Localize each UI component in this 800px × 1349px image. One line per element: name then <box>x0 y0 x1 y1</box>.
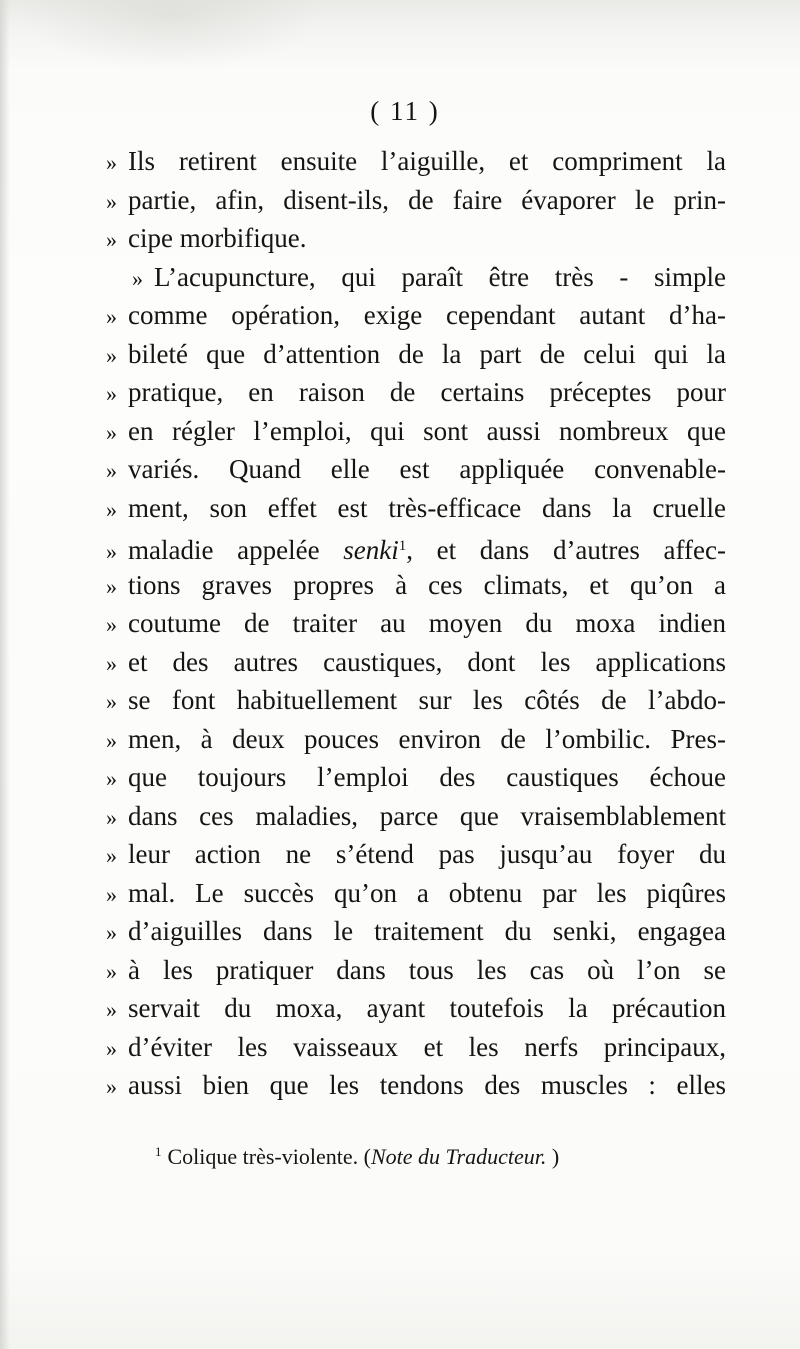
quote-mark: » <box>106 920 117 945</box>
italic-term: senki <box>343 535 399 565</box>
line-text: bileté que d’attention de la part de celui qui la <box>128 338 726 369</box>
line-text: Ils retirent ensuite l’aiguille, et compriment la <box>128 146 726 176</box>
quote-mark: » <box>106 997 117 1022</box>
line-text: variés. Quand elle est appliquée convenable- <box>128 454 726 484</box>
line-text: leur action ne s’étend pas jusqu’au foyer du <box>128 839 726 869</box>
line-text: ment, son effet est très-efficace dans la cruelle <box>128 492 726 523</box>
text-line <box>106 219 726 258</box>
quote-mark: » <box>132 265 143 291</box>
line-text: servait du moxa, ayant toutefois la précaution <box>128 993 726 1023</box>
footnote-attribution: Note du Traducteur. <box>370 1144 547 1169</box>
line-text: men, à deux pouces environ de l’ombilic. Pres- <box>128 723 726 754</box>
quote-mark: » <box>106 766 117 791</box>
quote-mark: » <box>106 612 117 637</box>
text-line <box>106 681 726 720</box>
text-line <box>106 489 726 528</box>
page-edge-shadow <box>0 0 10 1349</box>
line-text: que toujours l’emploi des caustiques échoue <box>128 762 726 792</box>
quote-mark: » <box>106 727 117 753</box>
line-text: à les pratiquer dans tous les cas où l’on se <box>128 954 726 985</box>
line-text: comme opération, exige cependant autant d’ha- <box>128 300 726 330</box>
footnote-text: Colique très-violente. ( <box>167 1144 371 1169</box>
text-line <box>106 566 726 605</box>
quote-mark: » <box>106 1035 117 1061</box>
body-text <box>106 142 726 1105</box>
line-text: pratique, en raison de certains préceptes pour <box>128 377 726 407</box>
quote-mark: » <box>106 304 117 329</box>
quote-mark: » <box>106 843 117 868</box>
line-text: se font habituellement sur les côtés de l’abdo- <box>128 685 726 715</box>
quote-mark: » <box>106 804 117 830</box>
text-line <box>106 758 726 797</box>
quote-mark: » <box>106 1074 117 1099</box>
quote-mark: » <box>106 881 117 907</box>
page-number: ( 11 ) <box>370 96 440 126</box>
line-text: d’éviter les vaisseaux et les nerfs principaux, <box>128 1031 726 1062</box>
text-line <box>106 1028 726 1067</box>
text-line <box>106 720 726 759</box>
text-line <box>106 296 726 335</box>
paper-stain <box>20 0 320 70</box>
line-text: cipe morbifique. <box>128 223 307 253</box>
quote-mark: » <box>106 539 117 564</box>
text-line <box>106 335 726 374</box>
quote-mark: » <box>106 496 117 522</box>
quote-mark: » <box>106 689 117 714</box>
line-text: partie, afin, disent-ils, de faire évaporer le prin- <box>128 184 726 215</box>
text-line <box>106 412 726 451</box>
text-line <box>106 604 726 643</box>
footnote-marker: 1 <box>155 1144 162 1159</box>
quote-mark: » <box>106 458 117 483</box>
quote-mark: » <box>106 381 117 406</box>
quote-mark: » <box>106 188 117 214</box>
quote-mark: » <box>106 573 117 599</box>
footnote-reference: 1 <box>398 538 407 554</box>
text-line <box>106 142 726 181</box>
text-line <box>106 912 726 951</box>
quote-mark: » <box>106 342 117 368</box>
text-line <box>106 258 726 297</box>
footnote-close: ) <box>551 1144 560 1169</box>
quote-mark: » <box>106 958 117 984</box>
line-text: , et dans d’autres affec- <box>406 535 726 565</box>
text-line <box>106 1066 726 1105</box>
quote-mark: » <box>106 650 117 676</box>
line-text: dans ces maladies, parce que vraisemblablement <box>128 800 726 831</box>
text-line <box>106 450 726 489</box>
quote-mark: » <box>106 227 117 252</box>
line-text: maladie appelée <box>128 535 344 565</box>
text-line <box>106 797 726 836</box>
line-text: tions graves propres à ces climats, et qu’on a <box>128 569 726 600</box>
text-line <box>106 643 726 682</box>
text-line <box>106 951 726 990</box>
quote-mark: » <box>106 419 117 445</box>
text-line <box>106 181 726 220</box>
text-line <box>106 373 726 412</box>
line-text: en régler l’emploi, qui sont aussi nombreux que <box>128 415 726 446</box>
text-line <box>106 874 726 913</box>
footnote <box>155 1144 559 1170</box>
line-text: mal. Le succès qu’on a obtenu par les piqûres <box>128 877 726 908</box>
text-line <box>106 835 726 874</box>
line-text: L’acupuncture, qui paraît être très - simple <box>154 261 726 292</box>
quote-mark: » <box>106 150 117 175</box>
text-line <box>106 989 726 1028</box>
line-text: coutume de traiter au moyen du moxa indien <box>128 608 726 638</box>
line-text: d’aiguilles dans le traitement du senki, engagea <box>128 916 726 946</box>
line-text: et des autres caustiques, dont les applications <box>128 646 726 677</box>
text-line <box>106 527 726 566</box>
line-text: aussi bien que les tendons des muscles : elles <box>128 1070 726 1100</box>
